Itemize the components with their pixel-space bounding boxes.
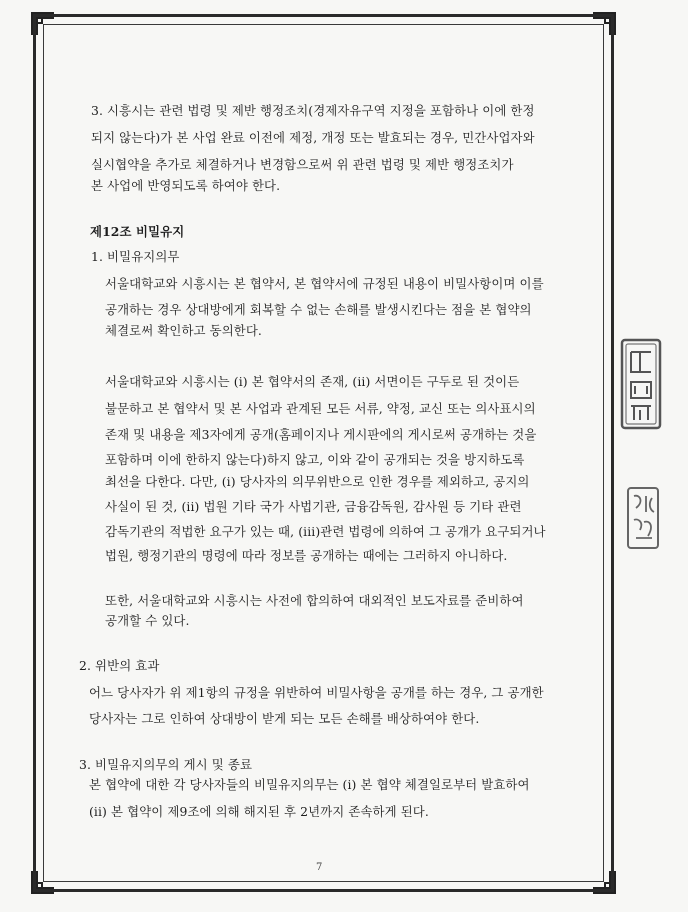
para3-line-1: 또한, 서울대학교와 시흥시는 사전에 합의하여 대외적인 보도자료를 준비하여: [105, 593, 524, 608]
clause3-line-1: 3. 시흥시는 관련 법령 및 제반 행정조치(경제자유구역 지정을 포함하나 이에 한정: [91, 103, 535, 118]
corner-ornament-bottom-right: [591, 869, 617, 895]
para2-line-7: 감독기관의 적법한 요구가 있는 때, (iii)관련 법령에 의하여 그 공개가 요구되거나: [105, 524, 546, 539]
section-heading-2: 2. 위반의 효과: [79, 658, 160, 673]
clause3-line-2: 되지 않는다)가 본 사업 완료 이전에 제정, 개정 또는 발효되는 경우, 민간사업자와: [91, 130, 535, 145]
para1-line-2: 공개하는 경우 상대방에게 회복할 수 없는 손해를 발생시킨다는 점을 본 협약의: [105, 302, 532, 317]
corner-ornament-top-left: [30, 11, 56, 37]
clause3-line-3: 실시협약을 추가로 체결하거나 변경함으로써 위 관련 법령 및 제반 행정조치가: [91, 157, 514, 172]
para2-line-1: 서울대학교와 시흥시는 (i) 본 협약서의 존재, (ii) 서면이든 구두로 된 것이든: [105, 374, 520, 389]
sub3-line-2: (ii) 본 협약이 제9조에 의해 해지된 후 2년까지 존속하게 된다.: [89, 804, 429, 819]
para1-line-1: 서울대학교와 시흥시는 본 협약서, 본 협약서에 규정된 내용이 비밀사항이며 이를: [105, 276, 544, 291]
seal-stamp-bottom: [626, 486, 660, 550]
clause3-line-4: 본 사업에 반영되도록 하여야 한다.: [91, 178, 281, 193]
para3-line-2: 공개할 수 있다.: [105, 613, 190, 628]
para2-line-5: 최선을 다한다. 다만, (i) 당사자의 의무위반으로 인한 경우를 제외하고, 공지의: [105, 474, 530, 489]
para2-line-4: 포함하며 이에 한하지 않는다)하지 않고, 이와 같이 공개되는 것을 방지하도록: [105, 452, 525, 467]
para2-line-8: 법원, 행정기관의 명령에 따라 정보를 공개하는 때에는 그러하지 아니하다.: [105, 548, 508, 563]
sub3-line-1: 본 협약에 대한 각 당사자들의 비밀유지의무는 (i) 본 협약 체결일로부터 발효하여: [89, 777, 530, 792]
seal-stamp-top: [620, 338, 662, 430]
sub2-line-1: 어느 당사자가 위 제1항의 규정을 위반하여 비밀사항을 공개를 하는 경우, 그 공개한: [89, 685, 544, 700]
page-number: 7: [316, 862, 323, 873]
para2-line-2: 불문하고 본 협약서 및 본 사업과 관계된 모든 서류, 약정, 교신 또는 의사표시의: [105, 401, 536, 416]
corner-ornament-bottom-left: [30, 869, 56, 895]
para1-line-3: 체결로써 확인하고 동의한다.: [105, 323, 262, 338]
section-heading-3: 3. 비밀유지의무의 게시 및 종료: [79, 757, 253, 772]
para2-line-6: 사실이 된 것, (ii) 법원 기타 국가 사법기관, 금융감독원, 감사원 등 기타 관련: [105, 499, 522, 514]
para2-line-3: 존재 및 내용을 제3자에게 공개(홈페이지나 게시판에의 게시로써 공개하는 것을: [105, 427, 537, 442]
corner-ornament-top-right: [591, 11, 617, 37]
article-title: 제12조 비밀유지: [90, 224, 185, 239]
sub2-line-2: 당사자는 그로 인하여 상대방이 받게 되는 모든 손해를 배상하여야 한다.: [89, 711, 480, 726]
section-heading-1: 1. 비밀유지의무: [91, 249, 180, 264]
